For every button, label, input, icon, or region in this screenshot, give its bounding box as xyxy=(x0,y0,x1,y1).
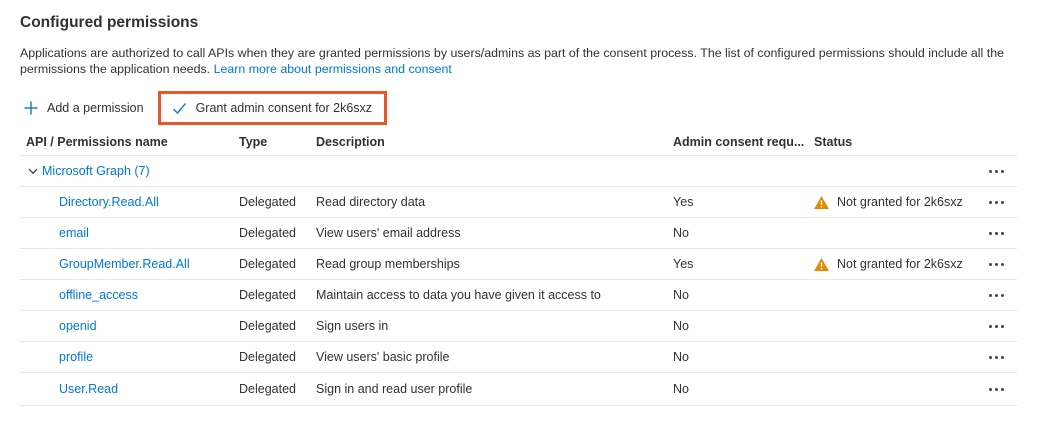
ellipsis-icon xyxy=(989,325,1004,328)
row-menu-button[interactable] xyxy=(975,263,1017,266)
ellipsis-icon xyxy=(989,356,1004,359)
row-menu-button[interactable] xyxy=(975,388,1017,391)
grant-admin-consent-label: Grant admin consent for 2k6sxz xyxy=(195,101,373,115)
warning-triangle-icon xyxy=(814,258,829,271)
col-header-status: Status xyxy=(814,134,853,149)
permission-name-link[interactable]: offline_access xyxy=(59,288,138,302)
admin-consent-value: Yes xyxy=(673,195,694,209)
status-text: Not granted for 2k6sxz xyxy=(837,195,963,209)
permission-description: Read directory data xyxy=(316,195,426,209)
col-header-type: Type xyxy=(239,134,268,149)
permission-type: Delegated xyxy=(239,382,296,396)
admin-consent-value: Yes xyxy=(673,257,694,271)
permission-name-link[interactable]: User.Read xyxy=(59,382,119,396)
ellipsis-icon xyxy=(989,232,1004,235)
permission-description: Sign users in xyxy=(316,319,389,333)
permissions-table xyxy=(19,128,1017,406)
row-menu-button[interactable] xyxy=(975,325,1017,328)
col-header-admin-consent: Admin consent requ... xyxy=(673,134,805,149)
col-header-api-permissions-name: API / Permissions name xyxy=(26,134,168,149)
col-header-description: Description xyxy=(316,134,385,149)
plus-icon xyxy=(24,101,38,115)
permission-type: Delegated xyxy=(239,288,296,302)
permission-type: Delegated xyxy=(239,226,296,240)
status-text: Not granted for 2k6sxz xyxy=(837,257,963,271)
api-group-link[interactable]: Microsoft Graph (7) xyxy=(42,164,150,178)
ellipsis-icon xyxy=(989,294,1004,297)
table-row xyxy=(19,311,1017,342)
row-menu-button[interactable] xyxy=(975,201,1017,204)
admin-consent-value: No xyxy=(673,288,689,302)
annotation-highlight-box xyxy=(158,91,387,125)
permission-name-link[interactable]: openid xyxy=(59,319,97,333)
admin-consent-value: No xyxy=(673,382,689,396)
api-group-row xyxy=(19,156,1017,187)
permission-type: Delegated xyxy=(239,257,296,271)
page-title: Configured permissions xyxy=(20,14,199,31)
permission-description: View users' email address xyxy=(316,226,461,240)
row-menu-button[interactable] xyxy=(975,294,1017,297)
table-header-row xyxy=(19,128,1017,156)
permission-name-link[interactable]: email xyxy=(59,226,89,240)
admin-consent-value: No xyxy=(673,226,689,240)
permission-description: Read group memberships xyxy=(316,257,460,271)
permission-type: Delegated xyxy=(239,195,296,209)
add-permission-label: Add a permission xyxy=(47,101,144,115)
ellipsis-icon xyxy=(989,388,1004,391)
description-text: Applications are authorized to call APIs when they are granted permissions by users/admins as part of the consent process. The list of configured permissions should include all the permissions the application needs. xyxy=(20,46,1004,76)
ellipsis-icon xyxy=(989,263,1004,266)
table-row xyxy=(19,280,1017,311)
ellipsis-icon xyxy=(989,170,1004,173)
grant-admin-consent-button[interactable] xyxy=(161,94,384,122)
admin-consent-value: No xyxy=(673,350,689,364)
row-menu-button[interactable] xyxy=(975,170,1017,173)
permission-description: Sign in and read user profile xyxy=(316,382,473,396)
permission-name-link[interactable]: Directory.Read.All xyxy=(59,195,159,209)
permission-description: Maintain access to data you have given it access to xyxy=(316,288,601,302)
admin-consent-value: No xyxy=(673,319,689,333)
status-cell xyxy=(814,257,975,271)
bottom-whitespace xyxy=(20,406,1040,433)
row-menu-button[interactable] xyxy=(975,356,1017,359)
status-cell xyxy=(814,195,975,209)
chevron-down-icon[interactable] xyxy=(27,165,39,177)
api-group-cell xyxy=(19,164,239,178)
table-row xyxy=(19,342,1017,373)
section-description xyxy=(20,45,1038,77)
add-permission-button[interactable] xyxy=(22,92,146,124)
permission-type: Delegated xyxy=(239,319,296,333)
permission-name-link[interactable]: profile xyxy=(59,350,94,364)
permissions-toolbar xyxy=(22,91,1040,125)
table-row xyxy=(19,187,1017,218)
ellipsis-icon xyxy=(989,201,1004,204)
checkmark-icon xyxy=(172,102,187,115)
warning-triangle-icon xyxy=(814,196,829,209)
table-row xyxy=(19,373,1017,406)
learn-more-link[interactable]: Learn more about permissions and consent xyxy=(213,62,452,76)
row-menu-button[interactable] xyxy=(975,232,1017,235)
table-row xyxy=(19,249,1017,280)
permission-type: Delegated xyxy=(239,350,296,364)
table-row xyxy=(19,218,1017,249)
permission-name-link[interactable]: GroupMember.Read.All xyxy=(59,257,190,271)
permission-description: View users' basic profile xyxy=(316,350,450,364)
